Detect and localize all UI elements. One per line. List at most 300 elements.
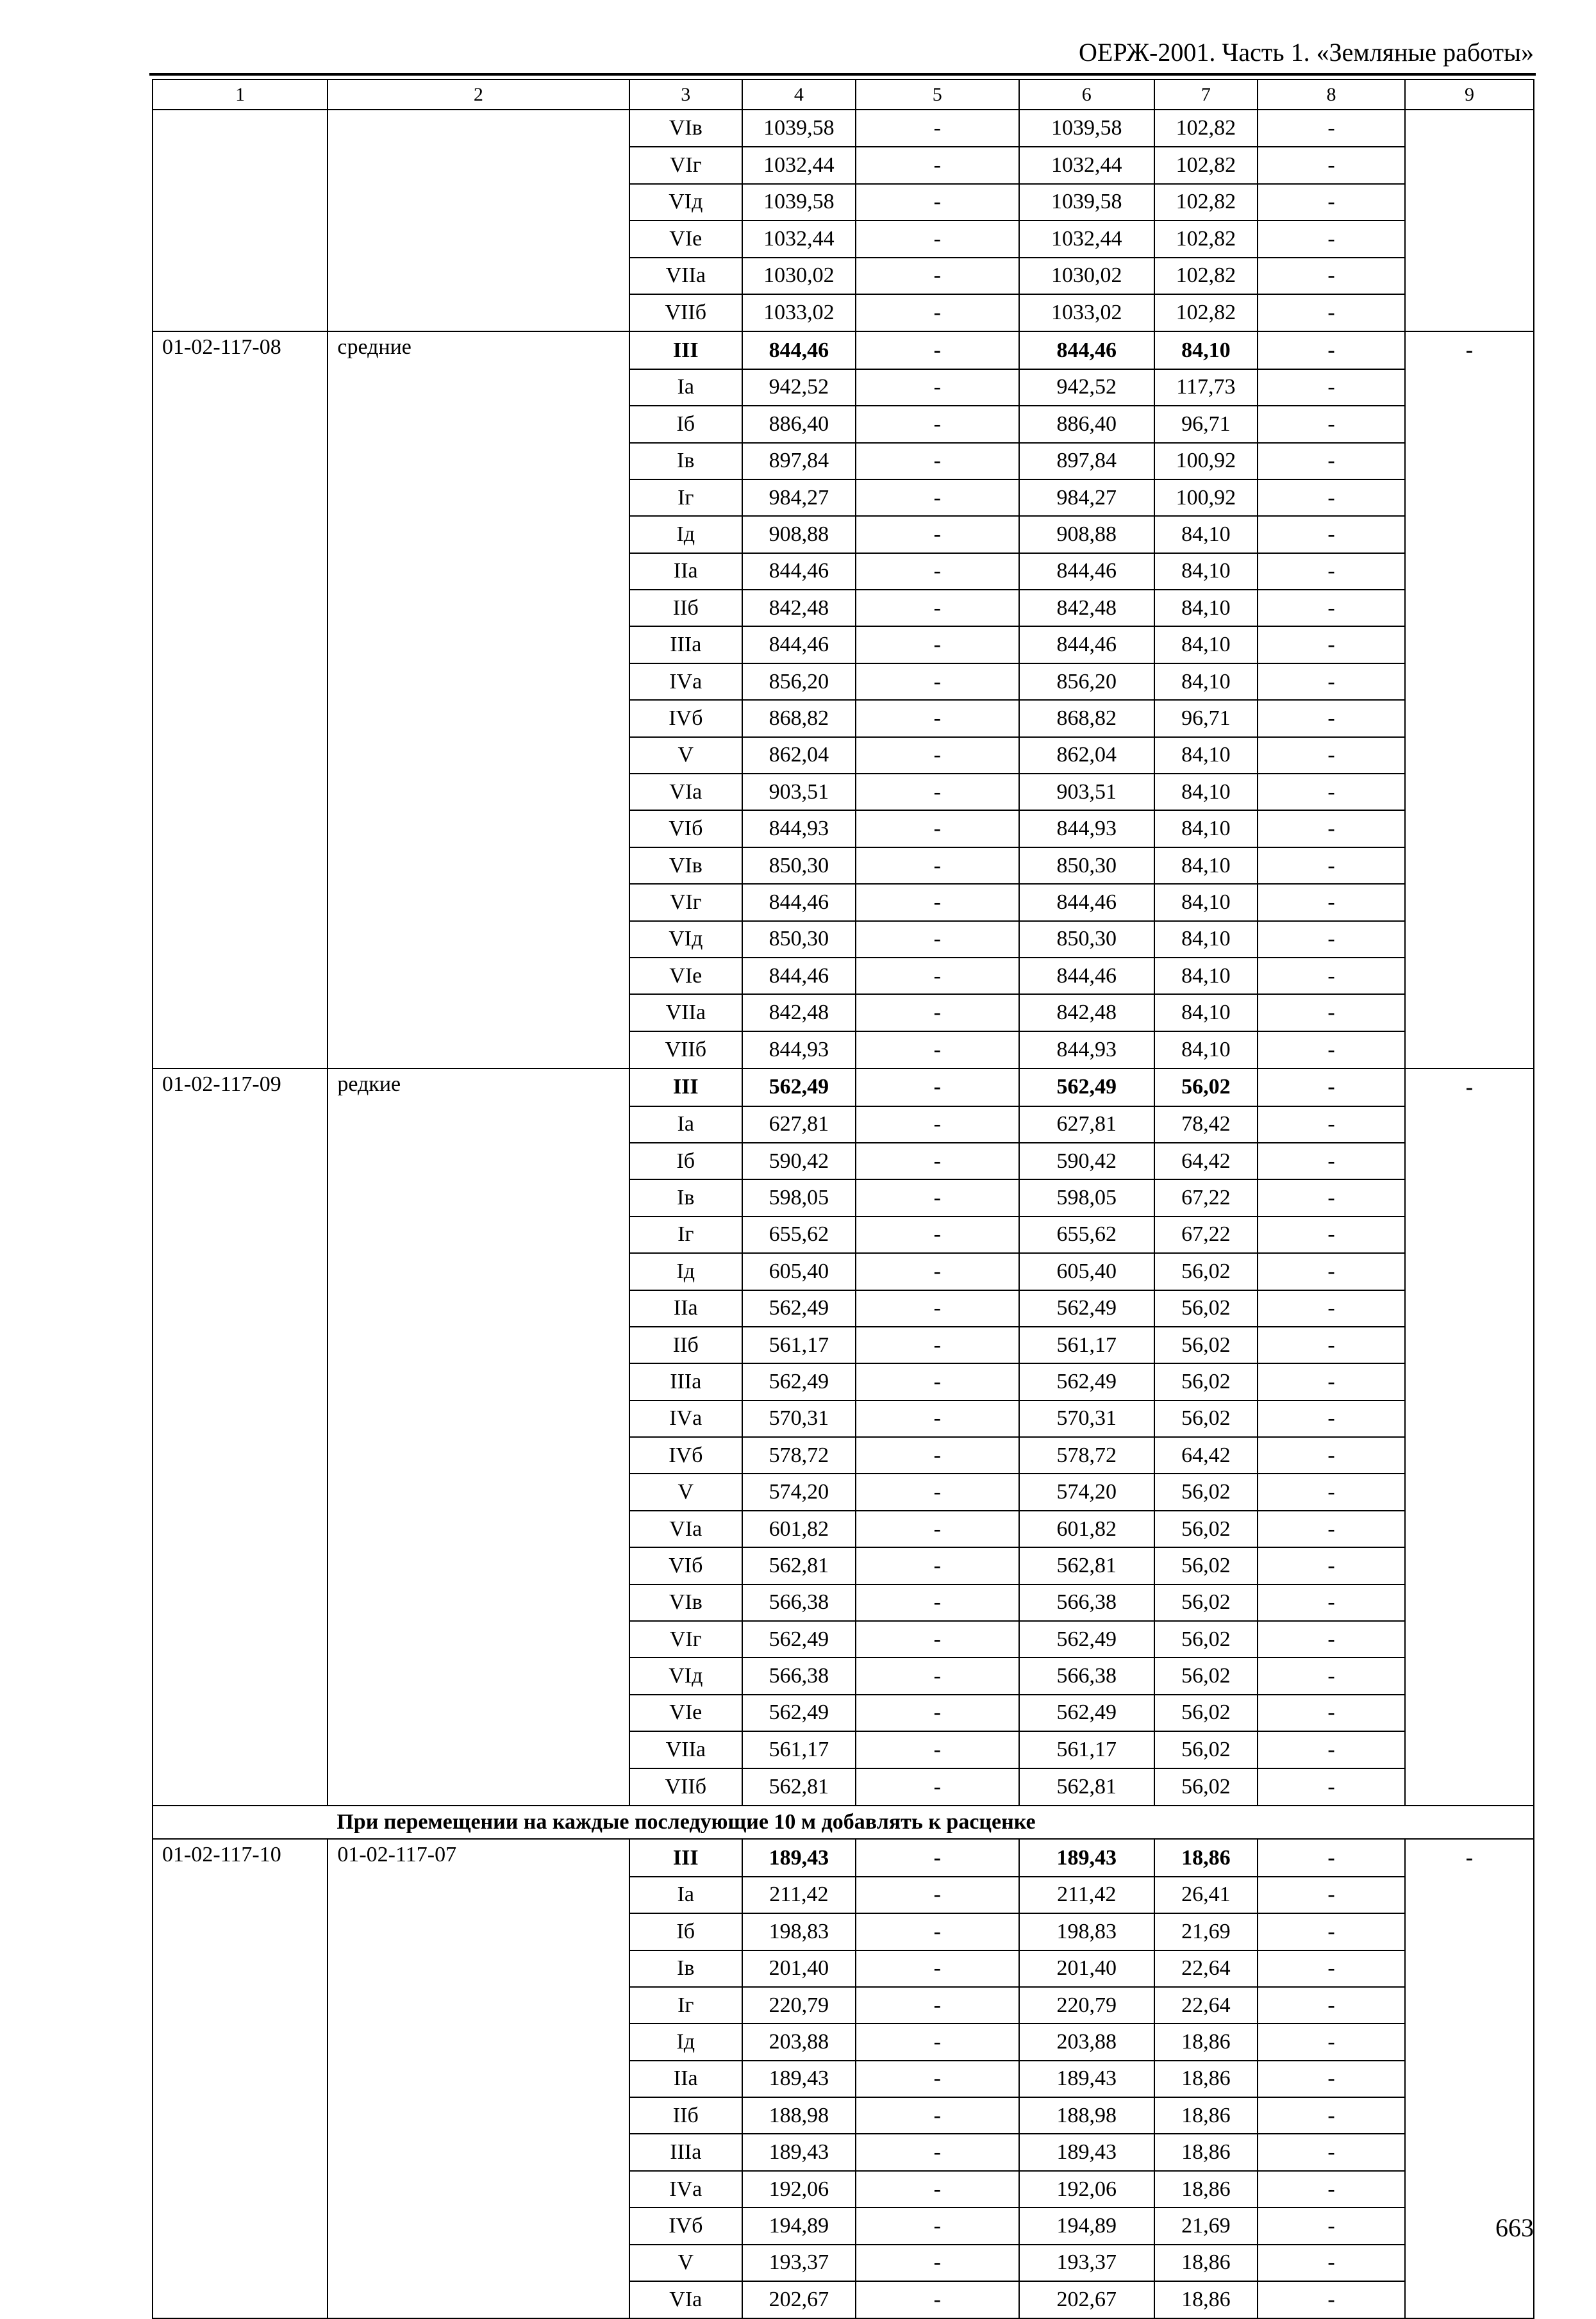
wages-cell: - [856, 1584, 1019, 1621]
incl-machinist-wages-cell: 18,86 [1154, 2061, 1258, 2097]
labor-cell [1405, 516, 1534, 553]
wages-cell: - [856, 1695, 1019, 1731]
machine-cost-cell: 562,49 [1019, 1363, 1154, 1400]
table-row [153, 1179, 1534, 1216]
wages-cell: - [856, 1511, 1019, 1547]
materials-cell: - [1258, 810, 1405, 847]
column-number-cell: 9 [1405, 79, 1534, 110]
soil-group-cell: III [629, 1068, 743, 1106]
section-note: При перемещении на каждые последующие 10 м добавлять к расценке [328, 1806, 1534, 1839]
materials-cell: - [1258, 479, 1405, 516]
work-name-cell [328, 1695, 629, 1731]
incl-machinist-wages-cell: 56,02 [1154, 1731, 1258, 1768]
table-row [153, 1143, 1534, 1179]
labor-cell [1405, 1363, 1534, 1400]
wages-cell: - [856, 700, 1019, 736]
materials-cell: - [1258, 700, 1405, 736]
wages-cell: - [856, 516, 1019, 553]
incl-machinist-wages-cell: 67,22 [1154, 1217, 1258, 1253]
work-name-cell [328, 1327, 629, 1363]
work-name-cell [328, 2061, 629, 2097]
work-name-cell [328, 406, 629, 442]
machine-cost-cell: 561,17 [1019, 1731, 1154, 1768]
incl-machinist-wages-cell: 78,42 [1154, 1106, 1258, 1143]
machine-cost-cell: 578,72 [1019, 1437, 1154, 1474]
work-name-cell [328, 847, 629, 884]
column-number-cell: 3 [629, 79, 743, 110]
wages-cell: - [856, 994, 1019, 1031]
work-name-cell [328, 184, 629, 220]
work-name-cell [328, 2097, 629, 2134]
table-row [153, 847, 1534, 884]
labor-cell [1405, 1179, 1534, 1216]
soil-group-cell: VIв [629, 847, 743, 884]
work-name-cell [328, 1179, 629, 1216]
materials-cell: - [1258, 2245, 1405, 2281]
total-cost-cell: 566,38 [742, 1584, 856, 1621]
work-name-cell [328, 1401, 629, 1437]
rate-code-cell [153, 1143, 328, 1179]
wages-cell: - [856, 1253, 1019, 1290]
total-cost-cell: 570,31 [742, 1401, 856, 1437]
table-row [153, 2097, 1534, 2134]
rate-code-cell [153, 1474, 328, 1510]
table-row [153, 994, 1534, 1031]
rate-code-cell [153, 921, 328, 958]
materials-cell: - [1258, 1253, 1405, 1290]
machine-cost-cell: 590,42 [1019, 1143, 1154, 1179]
materials-cell: - [1258, 958, 1405, 994]
incl-machinist-wages-cell: 84,10 [1154, 774, 1258, 810]
incl-machinist-wages-cell: 102,82 [1154, 258, 1258, 294]
incl-machinist-wages-cell: 56,02 [1154, 1327, 1258, 1363]
wages-cell: - [856, 1987, 1019, 2024]
total-cost-cell: 578,72 [742, 1437, 856, 1474]
rate-code-cell [153, 1179, 328, 1216]
machine-cost-cell: 984,27 [1019, 479, 1154, 516]
materials-cell: - [1258, 220, 1405, 257]
incl-machinist-wages-cell: 18,86 [1154, 2134, 1258, 2170]
materials-cell: - [1258, 516, 1405, 553]
table-row [153, 1547, 1534, 1584]
wages-cell: - [856, 1950, 1019, 1987]
work-name-cell [328, 1143, 629, 1179]
work-name-cell [328, 1621, 629, 1658]
wages-cell: - [856, 1731, 1019, 1768]
work-name-cell [328, 700, 629, 736]
wages-cell: - [856, 220, 1019, 257]
materials-cell: - [1258, 663, 1405, 700]
rate-code-cell [153, 516, 328, 553]
wages-cell: - [856, 479, 1019, 516]
work-name-cell [328, 1877, 629, 1913]
soil-group-cell: VIб [629, 810, 743, 847]
work-name-cell [328, 1950, 629, 1987]
work-name-cell [328, 737, 629, 774]
machine-cost-cell: 842,48 [1019, 994, 1154, 1031]
incl-machinist-wages-cell: 56,02 [1154, 1290, 1258, 1327]
incl-machinist-wages-cell: 56,02 [1154, 1584, 1258, 1621]
wages-cell: - [856, 184, 1019, 220]
table-row [153, 220, 1534, 257]
soil-group-cell: V [629, 737, 743, 774]
wages-cell: - [856, 2171, 1019, 2207]
total-cost-cell: 844,46 [742, 626, 856, 663]
work-name-cell [328, 1217, 629, 1253]
soil-group-cell: VIд [629, 921, 743, 958]
labor-cell: - [1405, 331, 1534, 369]
work-name-cell [328, 1658, 629, 1694]
document-header-title: ОЕРЖ-2001. Часть 1. «Земляные работы» [1079, 38, 1534, 67]
total-cost-cell: 942,52 [742, 369, 856, 406]
rate-code-cell [153, 1913, 328, 1950]
rate-code-cell: 01-02-117-09 [153, 1068, 328, 1106]
soil-group-cell: VIв [629, 1584, 743, 1621]
soil-group-cell: VIд [629, 184, 743, 220]
work-name-cell [328, 1731, 629, 1768]
materials-cell: - [1258, 1143, 1405, 1179]
materials-cell: - [1258, 2171, 1405, 2207]
labor-cell [1405, 258, 1534, 294]
rate-code-cell [153, 2171, 328, 2207]
incl-machinist-wages-cell: 18,86 [1154, 1839, 1258, 1876]
labor-cell [1405, 2024, 1534, 2060]
table-row [153, 1839, 1534, 1876]
table-row [153, 2134, 1534, 2170]
work-name-cell [328, 1768, 629, 1806]
soil-group-cell: Iб [629, 1913, 743, 1950]
machine-cost-cell: 856,20 [1019, 663, 1154, 700]
machine-cost-cell: 627,81 [1019, 1106, 1154, 1143]
wages-cell: - [856, 1658, 1019, 1694]
soil-group-cell: Iб [629, 1143, 743, 1179]
incl-machinist-wages-cell: 96,71 [1154, 406, 1258, 442]
wages-cell: - [856, 2024, 1019, 2060]
total-cost-cell: 1032,44 [742, 147, 856, 183]
soil-group-cell: VIIа [629, 258, 743, 294]
work-name-cell [328, 1363, 629, 1400]
machine-cost-cell: 211,42 [1019, 1877, 1154, 1913]
incl-machinist-wages-cell: 102,82 [1154, 294, 1258, 331]
total-cost-cell: 842,48 [742, 590, 856, 626]
wages-cell: - [856, 1327, 1019, 1363]
rate-code-cell [153, 1401, 328, 1437]
rate-code-cell [153, 1547, 328, 1584]
labor-cell [1405, 1437, 1534, 1474]
total-cost-cell: 655,62 [742, 1217, 856, 1253]
machine-cost-cell: 189,43 [1019, 2134, 1154, 2170]
total-cost-cell: 1030,02 [742, 258, 856, 294]
work-name-cell [328, 663, 629, 700]
work-name-cell [328, 1437, 629, 1474]
total-cost-cell: 562,81 [742, 1768, 856, 1806]
soil-group-cell: IIа [629, 1290, 743, 1327]
wages-cell: - [856, 1068, 1019, 1106]
labor-cell [1405, 110, 1534, 147]
machine-cost-cell: 601,82 [1019, 1511, 1154, 1547]
wages-cell: - [856, 1031, 1019, 1068]
soil-group-cell: VIд [629, 1658, 743, 1694]
rate-code-cell [153, 1950, 328, 1987]
section-note-row [153, 1806, 1534, 1839]
table-row [153, 1658, 1534, 1694]
rate-code-cell [153, 810, 328, 847]
rate-code-cell [153, 2097, 328, 2134]
incl-machinist-wages-cell: 117,73 [1154, 369, 1258, 406]
labor-cell [1405, 406, 1534, 442]
materials-cell: - [1258, 1877, 1405, 1913]
soil-group-cell: IIа [629, 2061, 743, 2097]
work-name-cell [328, 921, 629, 958]
soil-group-cell: VIIб [629, 1031, 743, 1068]
machine-cost-cell: 908,88 [1019, 516, 1154, 553]
wages-cell: - [856, 331, 1019, 369]
wages-cell: - [856, 2061, 1019, 2097]
materials-cell: - [1258, 774, 1405, 810]
machine-cost-cell: 868,82 [1019, 700, 1154, 736]
rate-code-cell [153, 369, 328, 406]
labor-cell [1405, 2171, 1534, 2207]
wages-cell: - [856, 2097, 1019, 2134]
machine-cost-cell: 188,98 [1019, 2097, 1154, 2134]
rate-code-cell [153, 220, 328, 257]
table-row [153, 1731, 1534, 1768]
total-cost-cell: 897,84 [742, 443, 856, 479]
table-row [153, 1031, 1534, 1068]
wages-cell: - [856, 921, 1019, 958]
rate-code-cell [153, 1106, 328, 1143]
machine-cost-cell: 203,88 [1019, 2024, 1154, 2060]
incl-machinist-wages-cell: 56,02 [1154, 1511, 1258, 1547]
rate-code-cell [153, 1695, 328, 1731]
machine-cost-cell: 655,62 [1019, 1217, 1154, 1253]
wages-cell: - [856, 369, 1019, 406]
machine-cost-cell: 194,89 [1019, 2207, 1154, 2244]
materials-cell: - [1258, 2024, 1405, 2060]
rate-code-cell [153, 258, 328, 294]
incl-machinist-wages-cell: 56,02 [1154, 1621, 1258, 1658]
total-cost-cell: 1032,44 [742, 220, 856, 257]
labor-cell [1405, 1950, 1534, 1987]
work-name-cell [328, 1913, 629, 1950]
wages-cell: - [856, 2281, 1019, 2318]
labor-cell [1405, 1695, 1534, 1731]
incl-machinist-wages-cell: 100,92 [1154, 479, 1258, 516]
materials-cell: - [1258, 626, 1405, 663]
total-cost-cell: 220,79 [742, 1987, 856, 2024]
incl-machinist-wages-cell: 102,82 [1154, 147, 1258, 183]
materials-cell: - [1258, 1217, 1405, 1253]
incl-machinist-wages-cell: 26,41 [1154, 1877, 1258, 1913]
incl-machinist-wages-cell: 18,86 [1154, 2281, 1258, 2318]
table-row [153, 2024, 1534, 2060]
wages-cell: - [856, 294, 1019, 331]
table-row [153, 1768, 1534, 1806]
soil-group-cell: Iа [629, 369, 743, 406]
table-row [153, 294, 1534, 331]
materials-cell: - [1258, 1547, 1405, 1584]
total-cost-cell: 601,82 [742, 1511, 856, 1547]
table-row [153, 626, 1534, 663]
incl-machinist-wages-cell: 84,10 [1154, 516, 1258, 553]
work-name-cell: редкие [328, 1068, 629, 1106]
soil-group-cell: Iа [629, 1877, 743, 1913]
work-name-cell [328, 1031, 629, 1068]
header-rule [149, 73, 1536, 76]
total-cost-cell: 844,46 [742, 331, 856, 369]
table-row [153, 884, 1534, 920]
materials-cell: - [1258, 1179, 1405, 1216]
soil-group-cell: VIе [629, 1695, 743, 1731]
labor-cell [1405, 443, 1534, 479]
soil-group-cell: IIIа [629, 2134, 743, 2170]
labor-cell [1405, 1584, 1534, 1621]
labor-cell [1405, 1474, 1534, 1510]
materials-cell: - [1258, 2281, 1405, 2318]
wages-cell: - [856, 958, 1019, 994]
rate-code-cell [153, 2281, 328, 2318]
wages-cell: - [856, 1217, 1019, 1253]
incl-machinist-wages-cell: 64,42 [1154, 1437, 1258, 1474]
labor-cell [1405, 1658, 1534, 1694]
machine-cost-cell: 886,40 [1019, 406, 1154, 442]
table-row [153, 1068, 1534, 1106]
labor-cell [1405, 479, 1534, 516]
materials-cell: - [1258, 2207, 1405, 2244]
total-cost-cell: 189,43 [742, 2134, 856, 2170]
labor-cell [1405, 294, 1534, 331]
total-cost-cell: 193,37 [742, 2245, 856, 2281]
work-name-cell [328, 1987, 629, 2024]
work-name-cell [328, 2281, 629, 2318]
work-name-cell [328, 2134, 629, 2170]
labor-cell [1405, 184, 1534, 220]
machine-cost-cell: 850,30 [1019, 847, 1154, 884]
price-table [152, 79, 1534, 2319]
incl-machinist-wages-cell: 22,64 [1154, 1950, 1258, 1987]
soil-group-cell: IIб [629, 1327, 743, 1363]
table-row [153, 406, 1534, 442]
table-row [153, 1987, 1534, 2024]
table-row [153, 1474, 1534, 1510]
rate-code-cell [153, 737, 328, 774]
work-name-cell [328, 1290, 629, 1327]
column-number-row [153, 79, 1534, 110]
incl-machinist-wages-cell: 84,10 [1154, 994, 1258, 1031]
incl-machinist-wages-cell: 84,10 [1154, 663, 1258, 700]
incl-machinist-wages-cell: 18,86 [1154, 2171, 1258, 2207]
labor-cell [1405, 1511, 1534, 1547]
work-name-cell [328, 1106, 629, 1143]
labor-cell [1405, 2134, 1534, 2170]
machine-cost-cell: 844,93 [1019, 810, 1154, 847]
machine-cost-cell: 201,40 [1019, 1950, 1154, 1987]
incl-machinist-wages-cell: 96,71 [1154, 700, 1258, 736]
materials-cell: - [1258, 1584, 1405, 1621]
incl-machinist-wages-cell: 21,69 [1154, 1913, 1258, 1950]
total-cost-cell: 844,93 [742, 1031, 856, 1068]
total-cost-cell: 627,81 [742, 1106, 856, 1143]
page-number: 663 [1495, 2213, 1534, 2242]
labor-cell [1405, 737, 1534, 774]
work-name-cell [328, 2245, 629, 2281]
incl-machinist-wages-cell: 67,22 [1154, 1179, 1258, 1216]
labor-cell [1405, 1913, 1534, 1950]
table-row [153, 810, 1534, 847]
section-note-spacer [153, 1806, 328, 1839]
labor-cell [1405, 1031, 1534, 1068]
rate-code-cell [153, 994, 328, 1031]
materials-cell: - [1258, 1621, 1405, 1658]
work-name-cell [328, 443, 629, 479]
rate-code-cell [153, 294, 328, 331]
machine-cost-cell: 1032,44 [1019, 220, 1154, 257]
materials-cell: - [1258, 1031, 1405, 1068]
rate-code-cell [153, 958, 328, 994]
total-cost-cell: 844,46 [742, 958, 856, 994]
materials-cell: - [1258, 1290, 1405, 1327]
total-cost-cell: 903,51 [742, 774, 856, 810]
incl-machinist-wages-cell: 84,10 [1154, 847, 1258, 884]
total-cost-cell: 605,40 [742, 1253, 856, 1290]
incl-machinist-wages-cell: 56,02 [1154, 1547, 1258, 1584]
table-row [153, 331, 1534, 369]
soil-group-cell: IIб [629, 2097, 743, 2134]
wages-cell: - [856, 847, 1019, 884]
materials-cell: - [1258, 1950, 1405, 1987]
soil-group-cell: III [629, 1839, 743, 1876]
soil-group-cell: VIв [629, 110, 743, 147]
labor-cell [1405, 958, 1534, 994]
incl-machinist-wages-cell: 84,10 [1154, 1031, 1258, 1068]
work-name-cell: средние [328, 331, 629, 369]
materials-cell: - [1258, 1437, 1405, 1474]
table-row [153, 1877, 1534, 1913]
work-name-cell [328, 774, 629, 810]
soil-group-cell: V [629, 2245, 743, 2281]
table-row [153, 184, 1534, 220]
incl-machinist-wages-cell: 84,10 [1154, 737, 1258, 774]
rate-code-cell [153, 553, 328, 590]
materials-cell: - [1258, 1768, 1405, 1806]
work-name-cell [328, 479, 629, 516]
total-cost-cell: 561,17 [742, 1327, 856, 1363]
soil-group-cell: VIIа [629, 1731, 743, 1768]
column-number-cell: 5 [856, 79, 1019, 110]
soil-group-cell: Iд [629, 516, 743, 553]
work-name-cell [328, 2024, 629, 2060]
rate-code-cell [153, 1658, 328, 1694]
materials-cell: - [1258, 553, 1405, 590]
labor-cell [1405, 2061, 1534, 2097]
soil-group-cell: VIа [629, 1511, 743, 1547]
column-number-cell: 6 [1019, 79, 1154, 110]
materials-cell: - [1258, 443, 1405, 479]
soil-group-cell: Iв [629, 1950, 743, 1987]
wages-cell: - [856, 774, 1019, 810]
materials-cell: - [1258, 884, 1405, 920]
wages-cell: - [856, 406, 1019, 442]
materials-cell: - [1258, 1511, 1405, 1547]
rate-code-cell [153, 847, 328, 884]
machine-cost-cell: 570,31 [1019, 1401, 1154, 1437]
labor-cell [1405, 369, 1534, 406]
soil-group-cell: IIIа [629, 626, 743, 663]
materials-cell: - [1258, 921, 1405, 958]
total-cost-cell: 562,49 [742, 1068, 856, 1106]
labor-cell [1405, 884, 1534, 920]
rate-code-cell [153, 2134, 328, 2170]
